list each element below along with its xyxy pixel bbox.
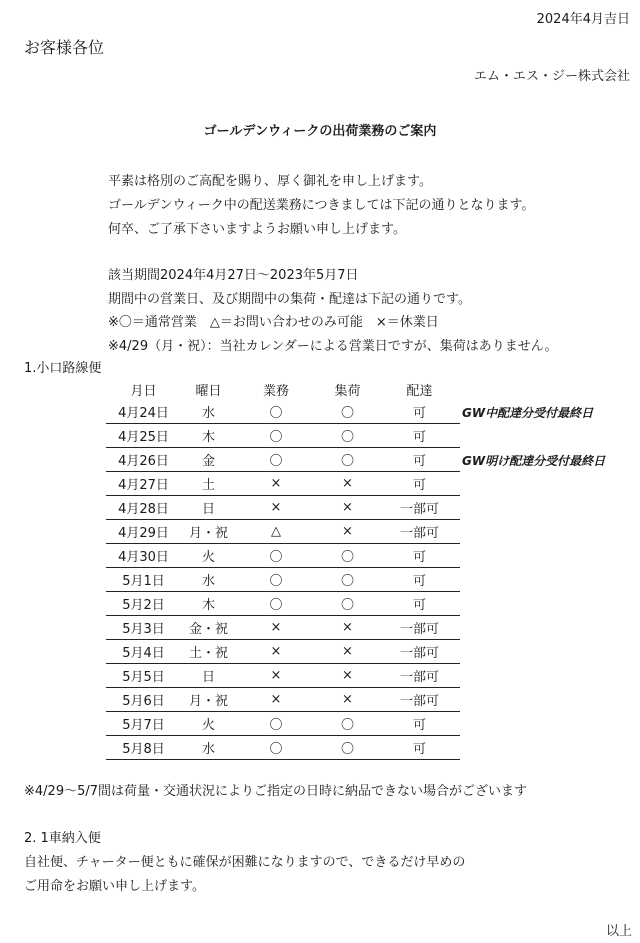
- cell-delivery: 可: [412, 478, 426, 493]
- cell-weekday: 月・祝: [188, 526, 228, 541]
- period-line-1: 該当期間2024年4月27日～2023年5月7日: [108, 268, 359, 283]
- cell-delivery: 可: [412, 454, 426, 469]
- cell-delivery: 一部可: [399, 502, 439, 517]
- column-header-weekday: 曜日: [195, 383, 222, 399]
- cell-weekday: 火: [201, 718, 215, 733]
- table-row: [106, 400, 460, 424]
- cell-business: ×: [270, 668, 282, 683]
- cell-date: 5月6日: [122, 694, 165, 709]
- cell-delivery: 一部可: [399, 526, 439, 541]
- cell-pickup: ×: [342, 476, 353, 491]
- cell-business: ×: [270, 500, 282, 515]
- table-row: [106, 688, 460, 712]
- table-row: [106, 712, 460, 736]
- table-header-row: [106, 378, 460, 400]
- cell-pickup: ×: [342, 524, 353, 539]
- cell-pickup: 〇: [340, 718, 354, 733]
- cell-date: 4月28日: [118, 502, 169, 517]
- cell-business: 〇: [269, 742, 283, 757]
- cell-weekday: 日: [201, 670, 215, 685]
- holiday-note-line: ※4/29（月・祝）：当社カレンダーによる営業日ですが、集荷はありません。: [108, 339, 558, 354]
- table-row: [106, 424, 460, 448]
- table-row: [106, 496, 460, 520]
- greeting-line-1: 平素は格別のご高配を賜り、厚く御礼を申し上げます。: [108, 174, 432, 189]
- cell-weekday: 水: [201, 574, 215, 589]
- cell-weekday: 金: [201, 454, 215, 469]
- table-row: [106, 664, 460, 688]
- cell-pickup: 〇: [340, 430, 354, 445]
- column-header-pickup: 集荷: [334, 383, 361, 399]
- cell-date: 4月25日: [118, 430, 169, 445]
- table-row: [106, 568, 460, 592]
- cell-date: 4月26日: [118, 454, 169, 469]
- company-name: エム・エス・ジー株式会社: [473, 69, 630, 84]
- cell-weekday: 水: [201, 742, 215, 757]
- legend-line: ※〇＝通常営業 △＝お問い合わせのみ可能 ×＝休業日: [108, 315, 439, 330]
- shipping-schedule-table: [106, 378, 460, 760]
- cell-pickup: 〇: [340, 550, 354, 565]
- cell-weekday: 木: [201, 430, 215, 445]
- cell-delivery: 可: [412, 550, 426, 565]
- cell-pickup: ×: [342, 620, 353, 635]
- cell-weekday: 月・祝: [188, 694, 228, 709]
- section-2-line-1: 自社便、チャーター便ともに確保が困難になりますので、できるだけ早めの: [24, 855, 466, 870]
- gw-after-delivery-deadline-note: GW明け配達分受付最終日: [462, 454, 606, 468]
- table-row: [106, 472, 460, 496]
- table-row: [106, 616, 460, 640]
- cell-delivery: 一部可: [399, 670, 439, 685]
- cell-weekday: 日: [201, 502, 215, 517]
- table-row: [106, 544, 460, 568]
- cell-delivery: 可: [412, 598, 426, 613]
- cell-date: 5月2日: [122, 598, 165, 613]
- cell-business: 〇: [269, 454, 283, 469]
- cell-pickup: ×: [342, 644, 353, 659]
- greeting-line-2: ゴールデンウィーク中の配送業務につきましては下記の通りとなります。: [108, 198, 535, 213]
- cell-delivery: 一部可: [399, 622, 439, 637]
- cell-business: 〇: [269, 718, 283, 733]
- table-row: [106, 592, 460, 616]
- cell-date: 5月7日: [122, 718, 165, 733]
- cell-business: ×: [270, 692, 282, 707]
- cell-date: 5月3日: [122, 622, 165, 637]
- cell-business: ×: [270, 476, 282, 491]
- delivery-delay-footnote: ※4/29～5/7間は荷量・交通状況によりご指定の日時に納品できない場合がございます: [24, 784, 528, 799]
- cell-business: 〇: [269, 550, 283, 565]
- cell-business: ×: [270, 620, 282, 635]
- table-row: [106, 520, 460, 544]
- cell-pickup: ×: [342, 668, 353, 683]
- section-1-heading: 1.小口路線便: [24, 361, 102, 376]
- table-row: [106, 640, 460, 664]
- cell-delivery: 可: [412, 574, 426, 589]
- greeting-line-3: 何卒、ご了承下さいますようお願い申し上げます。: [108, 222, 406, 237]
- period-line-2: 期間中の営業日、及び期間中の集荷・配達は下記の通りです。: [108, 292, 471, 307]
- cell-pickup: 〇: [340, 742, 354, 757]
- cell-pickup: 〇: [340, 598, 354, 613]
- cell-business: 〇: [269, 406, 283, 421]
- cell-delivery: 可: [412, 406, 426, 421]
- cell-pickup: 〇: [340, 406, 354, 421]
- cell-business: 〇: [269, 598, 283, 613]
- cell-delivery: 一部可: [399, 694, 439, 709]
- cell-weekday: 土: [201, 478, 215, 493]
- recipient-line: お客様各位: [24, 38, 105, 57]
- cell-date: 5月4日: [122, 646, 165, 661]
- cell-weekday: 水: [201, 406, 215, 421]
- cell-business: ×: [270, 644, 282, 659]
- cell-business: 〇: [269, 430, 283, 445]
- cell-business: △: [271, 524, 281, 539]
- table-row: [106, 448, 460, 472]
- table-row: [106, 736, 460, 760]
- column-header-delivery: 配達: [406, 383, 433, 399]
- cell-business: 〇: [269, 574, 283, 589]
- document-date: 2024年4月吉日: [536, 12, 630, 27]
- cell-pickup: 〇: [340, 574, 354, 589]
- cell-delivery: 可: [412, 430, 426, 445]
- cell-delivery: 可: [412, 718, 426, 733]
- cell-date: 4月24日: [118, 406, 169, 421]
- cell-date: 4月27日: [118, 478, 169, 493]
- cell-pickup: ×: [342, 500, 353, 515]
- cell-weekday: 土・祝: [188, 646, 228, 661]
- column-header-date: 月日: [130, 383, 157, 399]
- cell-date: 4月29日: [118, 526, 169, 541]
- cell-date: 5月8日: [122, 742, 165, 757]
- cell-date: 4月30日: [118, 550, 169, 565]
- section-2-line-2: ご用命をお願い申し上げます。: [24, 879, 205, 894]
- cell-weekday: 金・祝: [188, 622, 228, 637]
- cell-weekday: 火: [201, 550, 215, 565]
- cell-pickup: ×: [342, 692, 353, 707]
- cell-date: 5月5日: [122, 670, 165, 685]
- cell-pickup: 〇: [340, 454, 354, 469]
- cell-delivery: 一部可: [399, 646, 439, 661]
- document-title: ゴールデンウィークの出荷業務のご案内: [203, 124, 437, 139]
- cell-delivery: 可: [412, 742, 426, 757]
- section-2-heading: 2. 1車納入便: [24, 831, 101, 846]
- closing-word: 以上: [605, 924, 632, 939]
- column-header-business: 業務: [262, 383, 289, 399]
- cell-weekday: 木: [201, 598, 215, 613]
- cell-date: 5月1日: [122, 574, 165, 589]
- gw-mid-delivery-deadline-note: GW中配達分受付最終日: [462, 406, 594, 420]
